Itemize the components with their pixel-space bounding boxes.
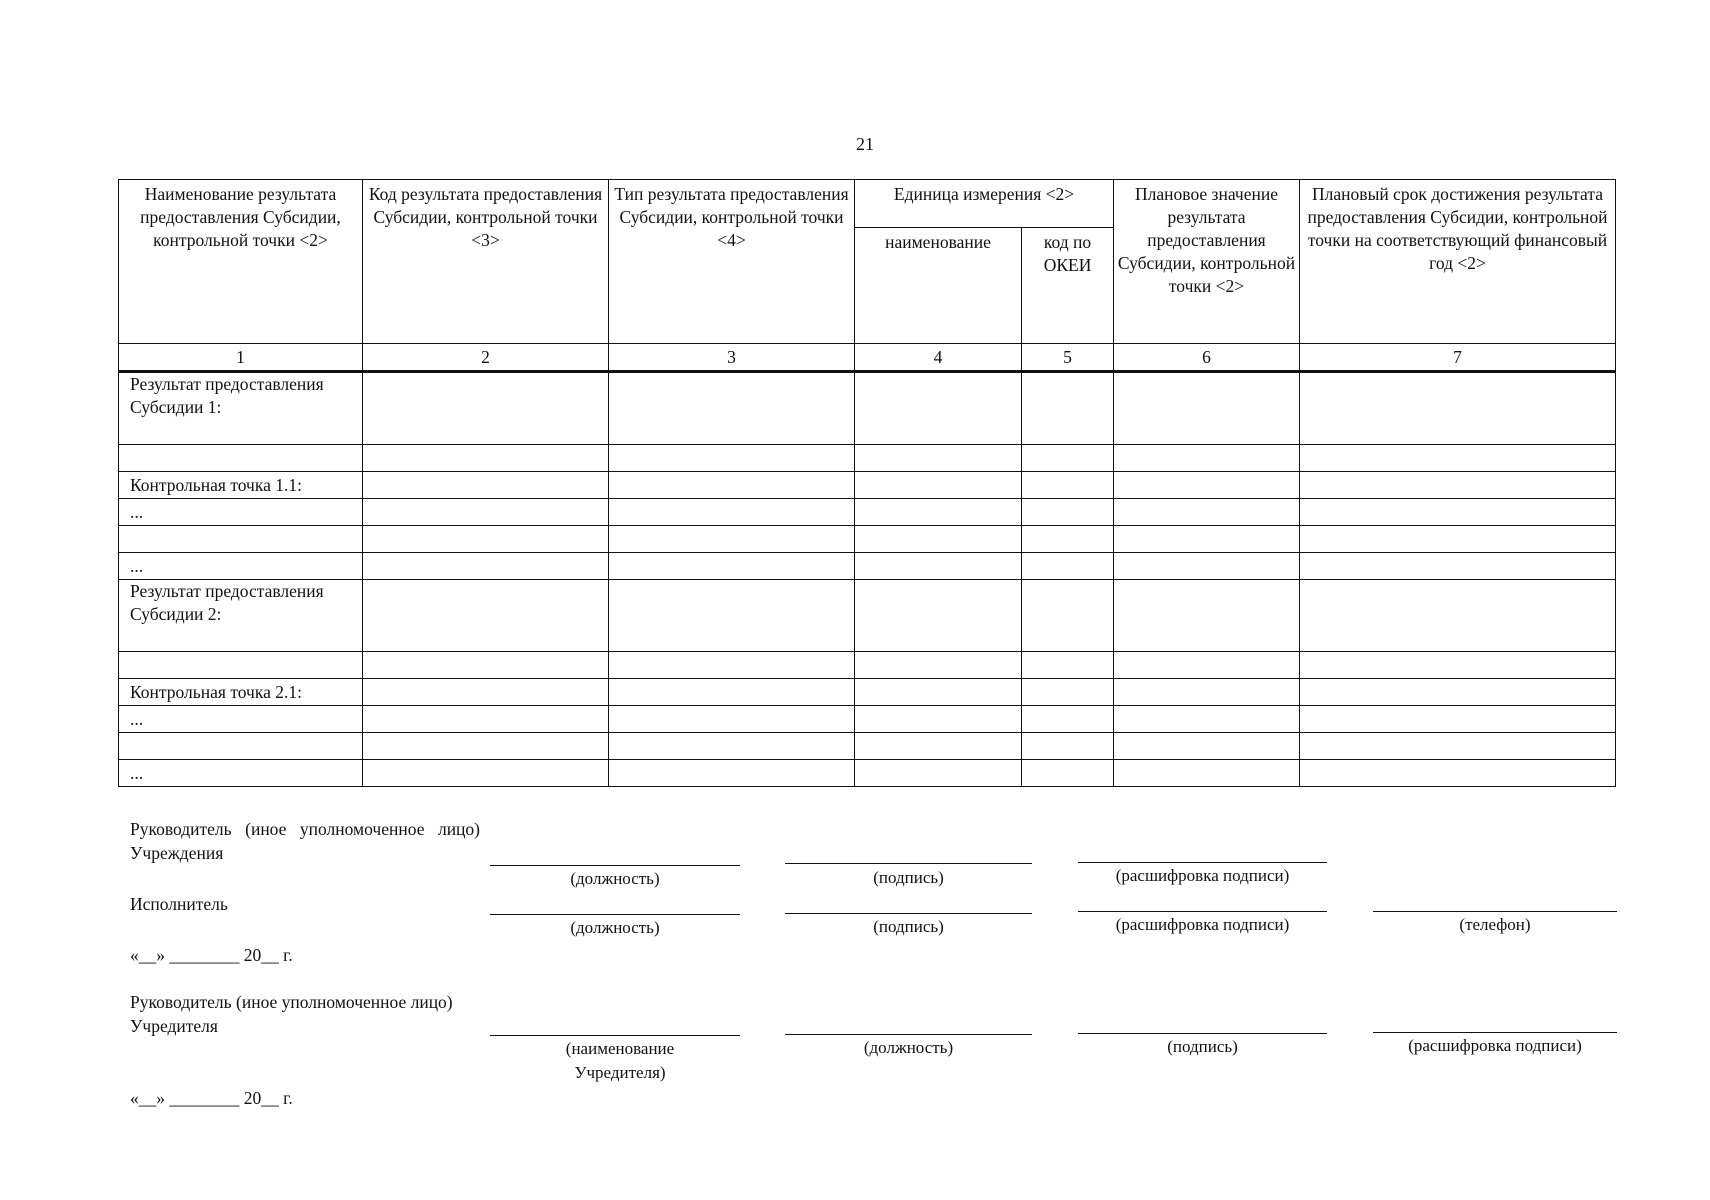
column-number: 5: [1022, 344, 1114, 372]
table-cell: [855, 499, 1022, 526]
decoding-caption: (расшифровка подписи): [1115, 866, 1290, 885]
table-cell: [1022, 372, 1114, 445]
table-cell: [1114, 580, 1300, 652]
decoding-caption: (расшифровка подписи): [1408, 1036, 1582, 1055]
table-cell: [1022, 706, 1114, 733]
column-number: 3: [609, 344, 855, 372]
table-cell: [1022, 526, 1114, 553]
table-cell: [1114, 526, 1300, 553]
table-cell: [1300, 472, 1616, 499]
table-cell: [1114, 553, 1300, 580]
date-line: «__» ________ 20__ г.: [130, 1088, 293, 1108]
table-cell: [855, 372, 1022, 445]
table-cell: [609, 580, 855, 652]
column-number: 2: [363, 344, 609, 372]
row-label-ellipsis: ...: [119, 760, 363, 787]
table-cell: [1300, 733, 1616, 760]
table-cell: [1300, 760, 1616, 787]
row-label: [119, 526, 363, 553]
row-label-checkpoint-1-1: Контрольная точка 1.1:: [119, 472, 363, 499]
position-line: [490, 865, 740, 866]
table-row: [119, 372, 1616, 445]
table-cell: [1300, 445, 1616, 472]
position-line: [785, 1034, 1032, 1035]
table-cell: [855, 733, 1022, 760]
position-caption: (должность): [570, 869, 660, 888]
table-cell: [1300, 706, 1616, 733]
table-cell: [1022, 445, 1114, 472]
position-line: [490, 914, 740, 915]
signature-caption: (подпись): [873, 868, 944, 887]
table-cell: [363, 733, 609, 760]
table-row: [119, 580, 1616, 652]
decoding-line: [1078, 862, 1327, 863]
table-cell: [1300, 679, 1616, 706]
table-cell: [855, 580, 1022, 652]
table-cell: [1022, 553, 1114, 580]
column-number: 4: [855, 344, 1022, 372]
table-cell: [1300, 499, 1616, 526]
position-caption: (должность): [570, 918, 660, 937]
table-row: [119, 706, 1616, 733]
row-label-ellipsis: ...: [119, 553, 363, 580]
table-cell: [609, 652, 855, 679]
table-cell: [609, 526, 855, 553]
header-unit-name: наименование: [855, 228, 1022, 344]
table-cell: [855, 472, 1022, 499]
head-institution-label: Руководитель (иное уполномоченное лицо) Учреждения: [130, 819, 480, 863]
table-cell: [363, 372, 609, 445]
table-row: [119, 553, 1616, 580]
table-cell: [1022, 760, 1114, 787]
column-number: 7: [1300, 344, 1616, 372]
table-cell: [609, 472, 855, 499]
signature-line: [785, 913, 1032, 914]
header-unit-okei: код по ОКЕИ: [1022, 228, 1114, 344]
column-number: 6: [1114, 344, 1300, 372]
table-cell: [363, 526, 609, 553]
table-row: [119, 733, 1616, 760]
table-cell: [855, 526, 1022, 553]
row-label-ellipsis: ...: [119, 499, 363, 526]
table-row: [119, 760, 1616, 787]
table-row: [119, 499, 1616, 526]
table-cell: [1114, 652, 1300, 679]
table-cell: [1022, 733, 1114, 760]
table-cell: [609, 760, 855, 787]
table-cell: [1114, 499, 1300, 526]
table-cell: [363, 679, 609, 706]
table-cell: [363, 652, 609, 679]
table-cell: [1114, 706, 1300, 733]
table-cell: [855, 706, 1022, 733]
table-cell: [1114, 372, 1300, 445]
table-cell: [363, 706, 609, 733]
head-founder-label: Руководитель (иное уполномоченное лицо) Учредителя: [130, 992, 453, 1036]
header-result-code: Код результата предоставления Субсидии, контрольной точки <3>: [363, 180, 609, 344]
column-number: 1: [119, 344, 363, 372]
table-cell: [609, 679, 855, 706]
table-cell: [1114, 679, 1300, 706]
table-cell: [1300, 580, 1616, 652]
table-cell: [1114, 760, 1300, 787]
table-cell: [855, 445, 1022, 472]
founder-name-line: [490, 1035, 740, 1036]
table-cell: [609, 372, 855, 445]
table-cell: [363, 445, 609, 472]
header-planned-deadline: Плановый срок достижения результата предоставления Субсидии, контрольной точки на соответствующий финансовый год <2>: [1300, 180, 1616, 344]
table-header-row: [119, 180, 1616, 228]
table-row: [119, 445, 1616, 472]
table-cell: [1022, 499, 1114, 526]
table-cell: [1114, 733, 1300, 760]
row-label: [119, 652, 363, 679]
row-label: [119, 733, 363, 760]
table-cell: [363, 472, 609, 499]
table-row: [119, 526, 1616, 553]
table-cell: [1114, 472, 1300, 499]
table-cell: [363, 553, 609, 580]
table-cell: [1022, 580, 1114, 652]
decoding-line: [1078, 911, 1327, 912]
table-cell: [363, 760, 609, 787]
table-cell: [855, 652, 1022, 679]
signature-line: [1078, 1033, 1327, 1034]
executor-label: Исполнитель: [130, 894, 228, 914]
table-cell: [363, 499, 609, 526]
table-cell: [1300, 652, 1616, 679]
table-cell: [855, 553, 1022, 580]
decoding-caption: (расшифровка подписи): [1115, 915, 1290, 934]
phone-line: [1373, 911, 1617, 912]
table-row: [119, 652, 1616, 679]
header-unit-group: Единица измерения <2>: [855, 180, 1114, 228]
table-cell: [609, 445, 855, 472]
table-cell: [609, 706, 855, 733]
date-line: «__» ________ 20__ г.: [130, 945, 293, 965]
table-cell: [1022, 679, 1114, 706]
row-label-checkpoint-2-1: Контрольная точка 2.1:: [119, 679, 363, 706]
founder-name-caption: (наименование Учредителя): [565, 1039, 675, 1082]
signature-line: [785, 863, 1032, 864]
header-planned-value: Плановое значение результата предоставления Субсидии, контрольной точки <2>: [1114, 180, 1300, 344]
table-cell: [363, 580, 609, 652]
row-label: [119, 445, 363, 472]
signature-caption: (подпись): [1167, 1037, 1238, 1056]
table-cell: [1114, 445, 1300, 472]
decoding-line: [1373, 1032, 1617, 1033]
row-label-ellipsis: ...: [119, 706, 363, 733]
table-cell: [855, 760, 1022, 787]
position-caption: (должность): [863, 1038, 954, 1057]
table-row: [119, 679, 1616, 706]
table-cell: [1300, 553, 1616, 580]
page-number: 21: [856, 134, 874, 154]
row-label-result-1: Результат предоставления Субсидии 1:: [119, 372, 363, 445]
table-cell: [855, 679, 1022, 706]
header-result-name: Наименование результата предоставления Субсидии, контрольной точки <2>: [119, 180, 363, 344]
table-row: [119, 472, 1616, 499]
row-label-result-2: Результат предоставления Субсидии 2:: [119, 580, 363, 652]
phone-caption: (телефон): [1459, 915, 1531, 934]
table-cell: [609, 553, 855, 580]
table-cell: [1300, 526, 1616, 553]
table-cell: [609, 733, 855, 760]
table-cell: [1022, 472, 1114, 499]
table-cell: [1300, 372, 1616, 445]
table-cell: [609, 499, 855, 526]
signature-caption: (подпись): [873, 917, 944, 936]
table-cell: [1022, 652, 1114, 679]
column-numbers-row: [119, 344, 1616, 372]
header-result-type: Тип результата предоставления Субсидии, контрольной точки <4>: [609, 180, 855, 344]
results-table: [118, 179, 1616, 787]
